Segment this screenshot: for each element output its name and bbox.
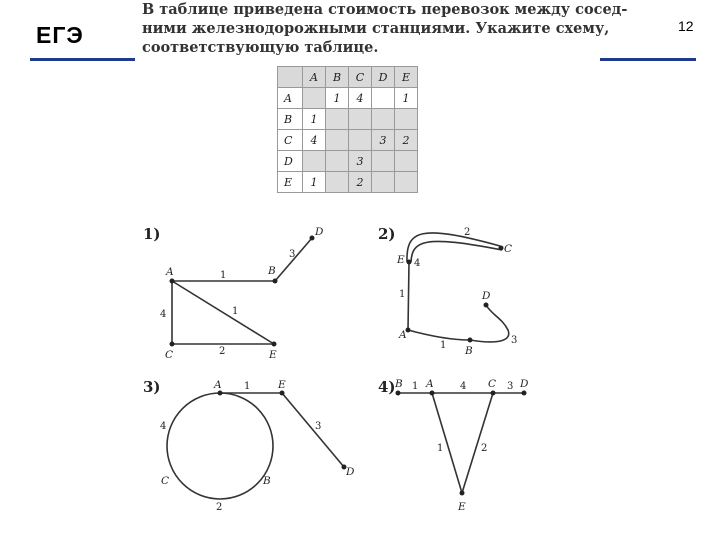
option-3-graph <box>167 393 344 499</box>
option-number: 1) <box>143 225 161 243</box>
node-dot <box>491 391 496 396</box>
table-cell: 2 <box>395 130 418 151</box>
table-cell: 1 <box>303 172 326 193</box>
edge <box>411 241 502 262</box>
column-header: C <box>349 67 372 88</box>
node-label: C <box>165 349 174 361</box>
edge-weight: 2 <box>481 443 488 454</box>
edge <box>462 393 493 493</box>
column-header: D <box>372 67 395 88</box>
edge <box>172 281 274 344</box>
node-label: D <box>520 378 529 390</box>
node-label: B <box>395 378 403 390</box>
table-cell: 1 <box>395 88 418 109</box>
node-label: D <box>482 290 491 302</box>
node-dot <box>273 279 278 284</box>
edge <box>408 262 409 330</box>
node-dot <box>522 391 527 396</box>
node-dot <box>407 260 412 265</box>
node-label: E <box>397 254 405 266</box>
edge-weight: 4 <box>160 421 167 432</box>
node-dot <box>430 391 435 396</box>
option-number: 3) <box>143 378 161 396</box>
column-header: A <box>303 67 326 88</box>
row-header: D <box>278 151 303 172</box>
node-label: B <box>465 345 473 357</box>
edge-weight: 3 <box>507 381 514 392</box>
edge-weight: 1 <box>437 443 444 454</box>
statement-line: соответствующую таблице. <box>142 39 379 56</box>
edge-weight: 1 <box>399 289 406 300</box>
row-header: C <box>278 130 303 151</box>
table-cell: 1 <box>303 109 326 130</box>
option-2-graph <box>407 233 509 342</box>
edge-weight: 2 <box>219 346 226 357</box>
column-header: B <box>326 67 349 88</box>
edge-weight: 3 <box>511 335 518 346</box>
node-label: E <box>269 349 277 361</box>
edge-weight: 3 <box>315 421 322 432</box>
node-dot <box>499 246 504 251</box>
column-header: E <box>395 67 418 88</box>
row-header: E <box>278 172 303 193</box>
statement-line: ними железнодорожными станциями. Укажите схему, <box>142 20 610 37</box>
edge-weight: 1 <box>412 381 419 392</box>
node-label: D <box>346 466 355 478</box>
node-label: E <box>458 501 466 513</box>
table-cell: 4 <box>349 88 372 109</box>
row-header: A <box>278 88 303 109</box>
node-dot <box>280 391 285 396</box>
edge-weight: 1 <box>244 381 251 392</box>
table-cell: 3 <box>349 151 372 172</box>
node-label: D <box>315 226 324 238</box>
edge <box>282 393 344 467</box>
statement-line: В таблице приведена стоимость перевозок между сосед- <box>142 1 628 18</box>
option-4-graph <box>398 393 524 493</box>
node-label: C <box>161 475 170 487</box>
node-dot <box>460 491 465 496</box>
edge-weight: 4 <box>160 309 167 320</box>
node-dot <box>272 342 277 347</box>
node-dot <box>484 303 489 308</box>
row-header: B <box>278 109 303 130</box>
edge <box>408 330 470 340</box>
page-number: 12 <box>678 18 694 34</box>
edge-weight: 2 <box>216 502 223 513</box>
edge-weight: 3 <box>289 249 296 260</box>
node-label: E <box>278 379 286 391</box>
node-label: C <box>504 243 513 255</box>
node-label: C <box>488 378 497 390</box>
node-label: B <box>268 265 276 277</box>
node-dot <box>310 236 315 241</box>
table-cell: 4 <box>303 130 326 151</box>
edge-weight: 1 <box>232 306 239 317</box>
node-dot <box>468 338 473 343</box>
node-label: A <box>214 379 222 391</box>
edge <box>470 305 509 342</box>
table-cell: 2 <box>349 172 372 193</box>
node-dot <box>396 391 401 396</box>
node-label: B <box>263 475 271 487</box>
node-dot <box>218 391 223 396</box>
edge-weight: 1 <box>220 270 227 281</box>
option-number: 4) <box>378 378 396 396</box>
exam-logo: ЕГЭ <box>36 22 84 48</box>
node-label: A <box>426 378 434 390</box>
table-cell: 3 <box>372 130 395 151</box>
node-label: A <box>166 266 174 278</box>
node-dot <box>170 342 175 347</box>
table-cell: 1 <box>326 88 349 109</box>
edge-weight: 4 <box>414 258 421 269</box>
edge <box>167 393 273 499</box>
node-dot <box>170 279 175 284</box>
node-label: A <box>399 329 407 341</box>
edge-weight: 4 <box>460 381 467 392</box>
edge-weight: 2 <box>464 227 471 238</box>
edge-weight: 1 <box>440 340 447 351</box>
option-number: 2) <box>378 225 396 243</box>
